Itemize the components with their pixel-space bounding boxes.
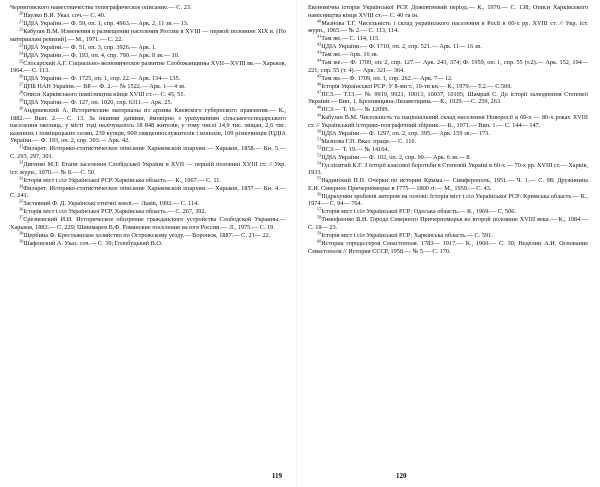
footnote-text: ЦДІА України.— Ф. 127, оп. 1020, спр. 6311.— Арк. 25. [23, 99, 173, 107]
footnote-text: Мазнова Г.П. Вказ. праця.— С. 116. [321, 137, 417, 145]
footnote-number: 27 [19, 81, 24, 87]
footnote [10, 240, 286, 248]
footnote [308, 51, 588, 59]
footnote [308, 208, 588, 216]
footnote [308, 59, 588, 74]
footnote-text: Там же.— С. 114, 115. [321, 35, 380, 43]
footnote-text: Слосарский А.Г. Социально-экономическое развитие Слобожанщины XVII—XVIII вв.— Харьков, 1964.— С. 113. [10, 59, 286, 75]
footnote-text: Гусліситий К.Г. З історії класової боротьби в Степовій Україні в 60-х — 70-х рр. XVIII ст.— Харків, 1933. [308, 161, 588, 177]
footnote-number: 46 [317, 81, 322, 87]
footnote [308, 216, 588, 231]
footnote [308, 20, 588, 35]
footnote-number: 23 [19, 42, 24, 48]
footnote-text: Історія міст і сіл Української РСР: Харківська область.— С. 591. [321, 232, 493, 240]
footnote-text: Там же.— Ф. 1709, оп. 1, спр. 262.— Арк. 7— 12. [321, 74, 453, 82]
footnote [10, 20, 286, 28]
footnote [10, 161, 286, 176]
footnote-text: Заставний Ф. Д. Українські етнічні землі.— Львів, 1992.— С. 114. [23, 200, 199, 208]
footnote-number: 25 [19, 58, 24, 64]
footnote [308, 114, 588, 129]
footnote-number: 36 [19, 206, 24, 212]
footnote [10, 216, 286, 231]
footnote-text: ЦДІА України.— Ф. 193, оп. 4, спр. 790.— Арк. 8 зв.— 10. [23, 51, 180, 59]
right-page [304, 0, 596, 487]
footnote-number: 58 [317, 215, 322, 221]
footnote [308, 43, 588, 51]
footnote-text: Кабузан В.М. Изменения в размещении населения России в XVIII — первой половине XIX в. (По материалам ревизий).— М., 1971.— С. 22. [10, 27, 286, 43]
footnote-number: 35 [19, 198, 24, 204]
footnote-list [10, 4, 286, 247]
footnote-text: Надинский П.Н. Очерки по истории Крыма.— Симферополь, 1951.— Ч. 1.— С. 98; Дружинина Е.И. Северное Причерноморье в 1775— 1800 гг.— М., 1959.— С. 43. [308, 177, 588, 192]
footnote-number: 40 [317, 18, 322, 24]
footnote-number: 21 [19, 18, 24, 24]
footnote-text: Кабузан В.М. Чисельність та національний склад населення Новоросії в 60-х — 80-х роках XVIII ст. // Український історико-географічний збірник.— К., 1971.— Вип. 1.— С. 144— 147. [308, 114, 588, 129]
footnote [10, 185, 286, 200]
footnote-text: Історія міст і сіл Української РСР. Харківська область.— С. 267, 392. [23, 208, 207, 216]
footnote [308, 154, 588, 162]
footnote [308, 240, 588, 255]
footnote-number: 53 [317, 152, 322, 158]
footnote-text: Там же.— Арк. 16 зв. [321, 51, 379, 59]
footnote-text: ЦДІА України.— Ф. 1710, оп. 2, спр. 521.— Арк. 11— 16 зв. [321, 43, 482, 51]
footnote [308, 35, 588, 43]
footnote-text: ПСЗ.— Т.13.— № 9919, 9921, 10013, 10037, 10105; Шамрай С. До історії залюднення Степової України.— Вип. 1. Кропивщина-Лизаветщина.— К., 1929.— С. 259, 263. [308, 90, 588, 106]
footnote-number: 43 [317, 49, 322, 55]
footnote-text: ЦДІА України.— Ф. 51, оп. 3, спр. 3926.— Арк. 1. [23, 43, 157, 51]
footnote [308, 4, 588, 19]
footnote [10, 75, 286, 83]
footnote [308, 75, 588, 83]
footnote-number: 57 [317, 207, 322, 213]
footnote-text: Филарет. Историко-статистическое описание Харьковской епархии.— Харьков, 1858.— Кн. 5.— С. 293, 297, 301. [10, 145, 286, 160]
footnote-number: 34 [19, 183, 24, 189]
footnote [10, 52, 286, 60]
footnote [308, 138, 588, 146]
footnote-number: 48 [317, 104, 322, 110]
footnote-number: 41 [317, 33, 322, 39]
footnote-number: 38 [19, 230, 24, 236]
footnote-text: Історія міст і сіл Української РСР: Одеська область.— К., 1969.— С. 506. [321, 208, 516, 216]
footnote-text: ПСЗ.— Т. 19.— № 14164. [321, 145, 390, 153]
footnote-number: 37 [19, 214, 24, 220]
footnote [10, 145, 286, 160]
footnote-number: 20 [19, 10, 24, 16]
footnote-number: 51 [317, 136, 322, 142]
footnote [10, 232, 286, 240]
footnote-number: 56 [317, 191, 322, 197]
footnote-number: 24 [19, 50, 24, 56]
footnote-number: 44 [317, 57, 322, 63]
footnote [10, 12, 286, 20]
footnote [308, 91, 588, 106]
footnote [10, 177, 286, 185]
footnote [308, 193, 588, 208]
footnote-text: Щербина Ф. Крестьянское хозяйство по Острожскому уезду.— Воронеж, 1887.— С. 21— 22. [23, 231, 271, 239]
footnote-text: ЦДІА України.— Ф. 1725, оп. 1, спр. 22.— Арк. 134— 135. [23, 75, 181, 83]
footnote-number: 45 [317, 73, 322, 79]
footnote-text: Андриевский А. Исторические материалы из архива Киевского губернского правления.— К., 1882.— Вып. 2.— С. 13. За іншими даними, ймовірно з урахуванням сільськогосподарського населення околиць, у місті тоді налічувалось 18 848 жителів, у тому числі 14,9 тис. міщан, 2,6 тис. казенних і поміщицьких селян, 239 купців, 909 священнослужителів і монахів, 109 різночинців (ЦДІА України.— Ф. 193, оп. 2, спр. 303.— Арк. 42. [10, 107, 286, 145]
footnote-number: 31 [19, 143, 24, 149]
footnote-text: Історія міст і сіл Української РСР. Харківська область.— К., 1967.— С. 11. [23, 176, 221, 184]
footnote [10, 107, 286, 145]
book-gutter [296, 0, 297, 487]
footnote [308, 232, 588, 240]
page-number: 120 [396, 472, 407, 480]
footnote-text: ЦДІА України.— Ф. 59, оп. 1, спр. 4963.— Арк. 2, 11 зв.— 13. [23, 19, 189, 27]
footnote-number: 26 [19, 73, 24, 79]
footnote-text: Мазнова Т.Г. Чисельність і склад українського населення в Росії в 60-х рр. XVIII ст. // Укр. іст. журн., 1965.— № 2.— С. 113, 114. [308, 19, 588, 35]
footnote-text: Економічна історія Української РСР. Дожовтневий період.— К., 1970.— С. 138; Описи Харківського намісництва кінця XVIII ст.— С. 40 та ін. [308, 4, 588, 19]
footnote-number: 22 [19, 26, 24, 32]
footnote-number: 54 [317, 160, 322, 166]
footnote [10, 91, 286, 99]
footnote [308, 162, 588, 177]
footnote-number: 52 [317, 144, 322, 150]
footnote-number: 39 [19, 238, 24, 244]
footnote-text: Историа города-героя Севастополя. 1783— 1917.— К., 1960.— С. 30; Неделин А.И. Основание Севастополя // История СССР, 1958.— № 5.— С. 170. [308, 240, 588, 255]
footnote-number: 47 [317, 89, 322, 95]
footnote [10, 200, 286, 208]
footnote-text: Тимофеенко В.И. Города Северного Причерноморья во второй половине XVIII века.— К., 1984.— С. 18— 23. [308, 216, 588, 232]
footnote-text: ПСЗ.— Т. 16.— № 12099. [321, 106, 390, 114]
footnote-text: Срезневский И.И. Историческое обозрение гражданского устройства Слободской Украины.— Харьков, 1883.— С. 229; Шишмарев В.Ф. Романские поселения на юге России.— Л., 1975.— С. 19. [10, 216, 286, 231]
footnote [308, 130, 588, 138]
footnote-text: ЦДІА України.— Ф. 102, оп. 2, спр. 90.— Арк. 6 зв.— 8. [321, 153, 472, 161]
footnote-text: Дигенко М.Т. Етапи заселення Слобідської України в XVII — першій половині XVIII ст. // Укр. іст. журн., 1970.— № 8.— С. 50. [10, 160, 286, 176]
footnote-number: 30 [19, 105, 24, 111]
footnote [308, 146, 588, 154]
page-number: 119 [271, 472, 282, 480]
footnote-text: Шафонский А. Указ. соч.— С. 39; Голобуцький В.О. [23, 239, 163, 247]
footnote [10, 83, 286, 91]
footnote-text: ЦНБ НАН України.— ВР.— Ф. 2.— № 1522.— Арк. 1— 4 зв. [23, 83, 186, 91]
footnote [10, 4, 286, 12]
footnote-list [308, 4, 588, 255]
footnote-number: 59 [317, 230, 322, 236]
footnote-text: Наулко В.И. Указ. соч.— С. 40. [23, 11, 106, 19]
footnote-number: 33 [19, 175, 24, 181]
footnote [10, 208, 286, 216]
footnote [10, 44, 286, 52]
footnote-text: Підрахунки зроблені автором на основі: Історія міст і сіл Української РСР: Кримська область.— К., 1974.— С. 94— 764. [308, 192, 588, 208]
footnote-text: Історія Української РСР: У 8-ми т., 10-ти кн.— К., 1979.— Т.2.— С.509. [321, 82, 512, 90]
footnote-number: 32 [19, 159, 24, 165]
footnote [308, 177, 588, 192]
footnote-number: 29 [19, 97, 24, 103]
footnote [308, 83, 588, 91]
footnote [10, 99, 286, 107]
footnote [10, 60, 286, 75]
footnote-number: 50 [317, 128, 322, 134]
footnote-number: 28 [19, 89, 24, 95]
footnote-number: 60 [317, 238, 322, 244]
footnote-text: Черниговского наместничества топографическое описание.— С. 23. [10, 4, 192, 11]
footnote-number: 49 [317, 112, 322, 118]
footnote-number: 55 [317, 175, 322, 181]
footnote-text: Там же.— Ф. 1709, оп. 2, спр. 127.— Арк. 243, 374; Ф. 1959, оп. 1, спр. 55 (т.2).— Арк. 152, 194— 221; спр. 55 (т. 4).— Арк. 321— 364. [308, 59, 588, 74]
footnote [308, 106, 588, 114]
footnote [10, 28, 286, 43]
footnote-text: Филарет. Историко-статистическое описание Харьковской епархии.— Харьков, 1857.— Кн. 4.— С. 241. [10, 184, 286, 200]
footnote-text: ЦДІА України.— Ф. 1297, оп. 2, спр. 395.— Арк. 159 зв.— 173. [321, 129, 490, 137]
footnote-number: 42 [317, 41, 322, 47]
left-page [0, 0, 292, 487]
footnote-text: Описи Харківського намісництва кінця XVIII ст.— С. 45, 51. [23, 91, 185, 99]
